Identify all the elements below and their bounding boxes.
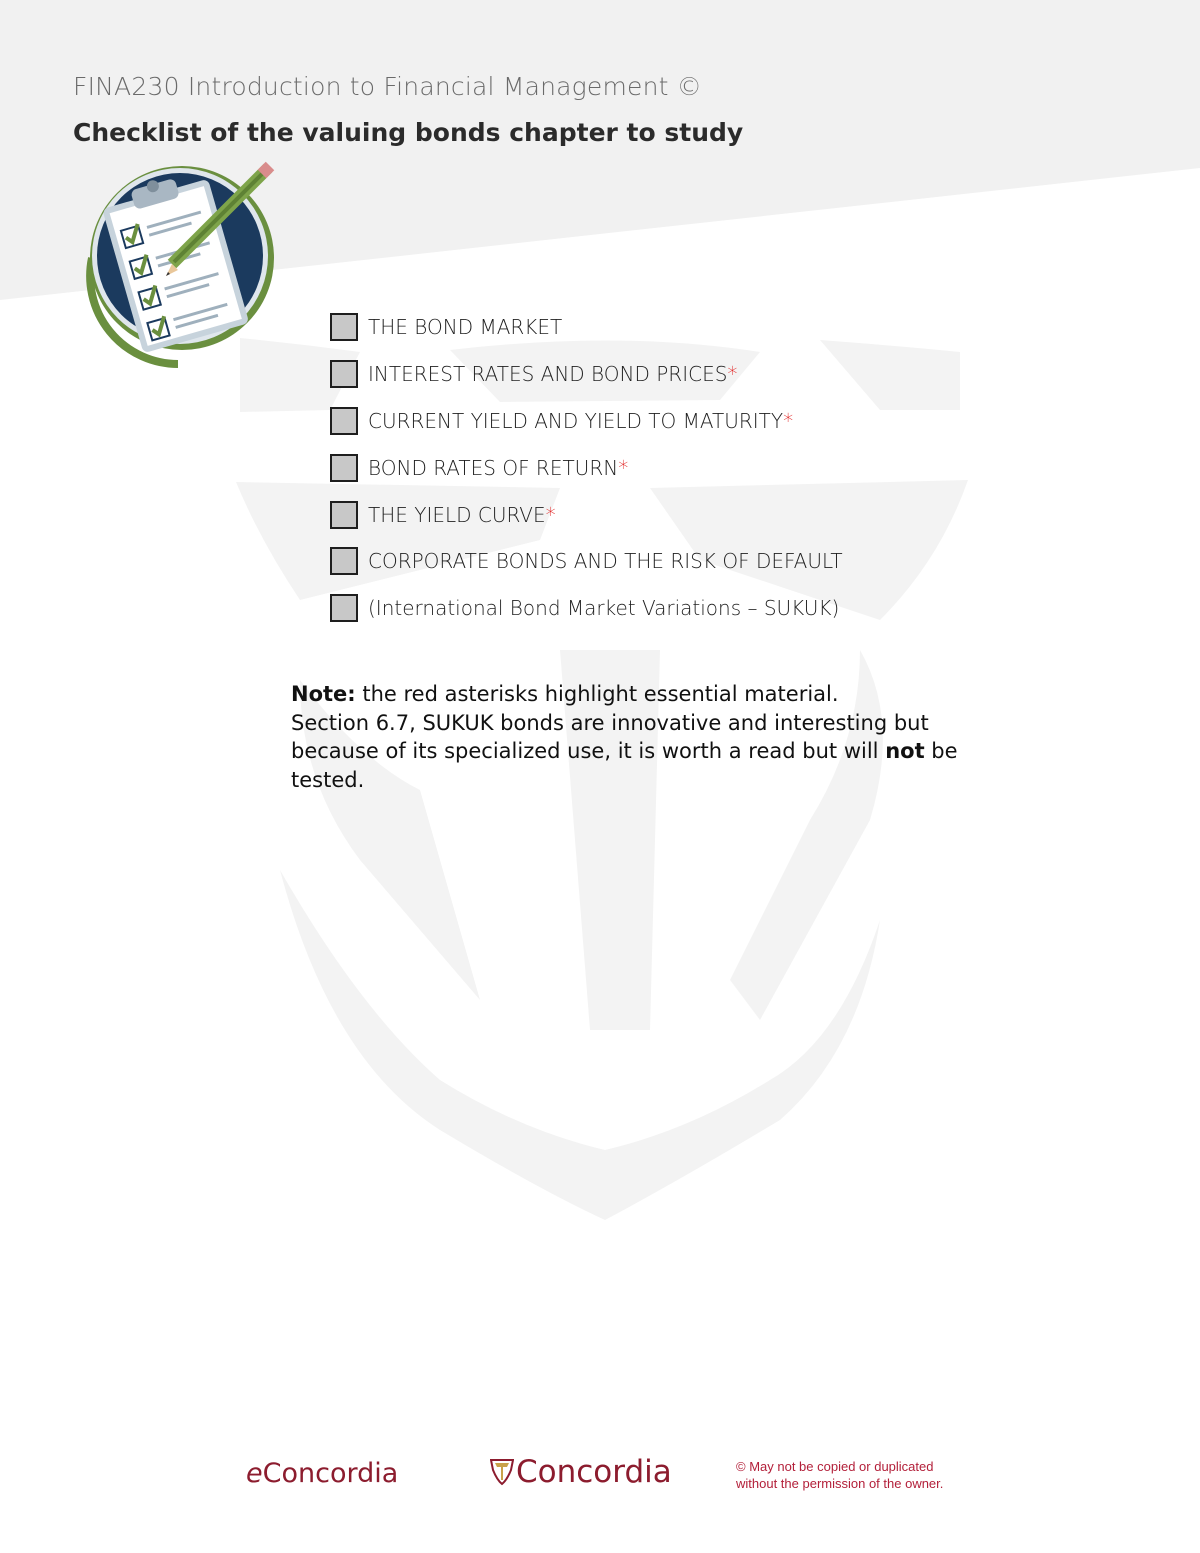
essential-asterisk: * <box>618 455 629 480</box>
essential-asterisk: * <box>545 502 556 527</box>
checkbox[interactable] <box>330 547 358 575</box>
note-block <box>291 680 991 794</box>
checklist-label: CURRENT YIELD AND YIELD TO MATURITY* <box>368 408 794 433</box>
note-lead: Note: <box>291 682 356 706</box>
checklist-label: CORPORATE BONDS AND THE RISK OF DEFAULT <box>368 549 843 574</box>
checklist-item <box>330 444 843 491</box>
note-line-2: Section 6.7, SUKUK bonds are innovative and interesting but because of its specialized use, it is worth a read but will not be tested. <box>291 710 958 792</box>
page-title: Checklist of the valuing bonds chapter to study <box>73 118 744 147</box>
checklist-label: INTEREST RATES AND BOND PRICES* <box>368 362 738 387</box>
checklist-item <box>330 304 843 351</box>
checklist-item <box>330 398 843 445</box>
checkbox[interactable] <box>330 501 358 529</box>
checklist-label: THE YIELD CURVE* <box>368 502 556 527</box>
study-checklist <box>330 304 843 632</box>
checklist-label: THE BOND MARKET <box>368 315 563 340</box>
checklist-label: (International Bond Market Variations – SUKUK) <box>368 596 840 621</box>
note-emphasis: not <box>885 739 925 763</box>
clipboard-checklist-icon <box>70 160 280 370</box>
concordia-logo: Concordia <box>490 1454 672 1490</box>
essential-asterisk: * <box>783 408 794 433</box>
econcordia-logo: eConcordia <box>246 1458 399 1489</box>
checklist-item <box>330 585 843 632</box>
checkbox[interactable] <box>330 594 358 622</box>
checkbox[interactable] <box>330 313 358 341</box>
shield-icon <box>490 1458 514 1486</box>
checklist-item <box>330 538 843 585</box>
copyright-notice: © May not be copied or duplicated without the permission of the owner. <box>736 1459 944 1491</box>
checklist-item <box>330 491 843 538</box>
essential-asterisk: * <box>727 362 738 387</box>
checkbox[interactable] <box>330 454 358 482</box>
note-line-1: Note: the red asterisks highlight essential material. <box>291 682 839 706</box>
checkbox[interactable] <box>330 360 358 388</box>
footer <box>0 1448 1200 1508</box>
checkbox[interactable] <box>330 407 358 435</box>
course-title: FINA230 Introduction to Financial Management © <box>73 72 702 101</box>
checklist-item <box>330 351 843 398</box>
checklist-label: BOND RATES OF RETURN* <box>368 455 629 480</box>
